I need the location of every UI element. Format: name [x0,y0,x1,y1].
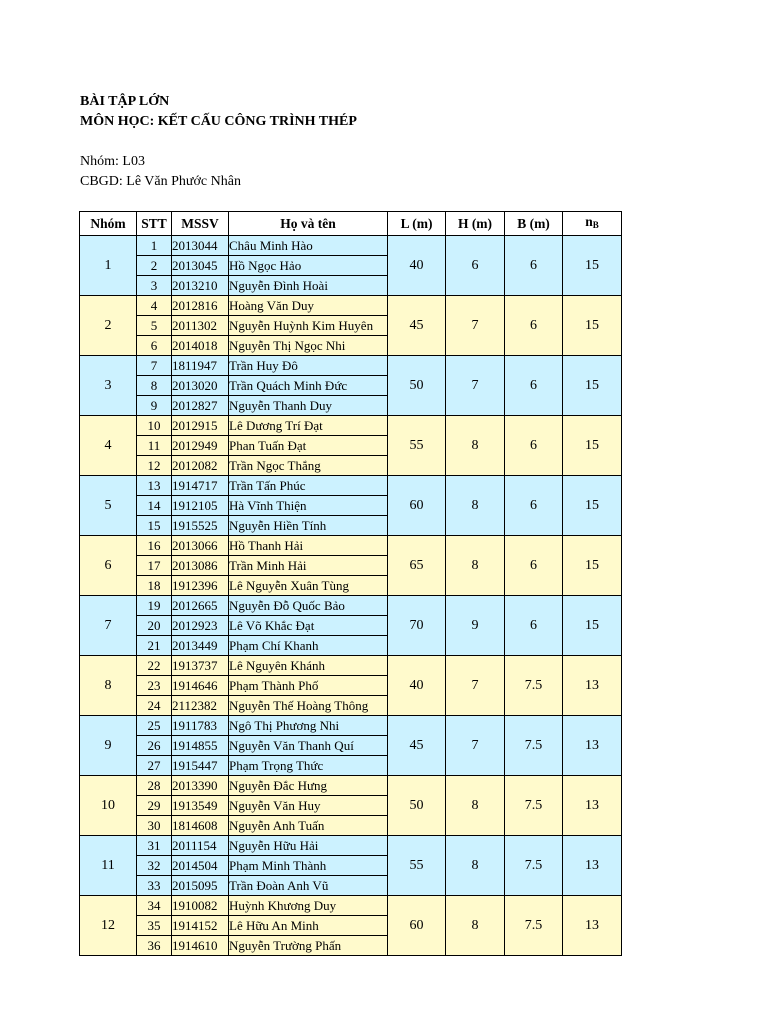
l-cell: 50 [388,356,446,416]
mssv-cell: 1913737 [172,656,229,676]
group-cell: 3 [80,356,137,416]
nb-cell: 13 [563,716,622,776]
stt-cell: 2 [137,256,172,276]
mssv-cell: 2014018 [172,336,229,356]
table-row [80,596,622,616]
h-cell: 8 [446,536,505,596]
group-cell: 4 [80,416,137,476]
name-cell: Nguyễn Trường Phấn [229,936,388,956]
stt-cell: 15 [137,516,172,536]
document-info [80,152,241,192]
b-cell: 6 [505,356,563,416]
stt-cell: 28 [137,776,172,796]
header-l: L (m) [388,212,446,236]
table-header-row [80,212,622,236]
stt-cell: 27 [137,756,172,776]
stt-cell: 33 [137,876,172,896]
mssv-cell: 2013020 [172,376,229,396]
stt-cell: 17 [137,556,172,576]
l-cell: 40 [388,236,446,296]
h-cell: 7 [446,356,505,416]
l-cell: 60 [388,896,446,956]
l-cell: 55 [388,836,446,896]
table-row [80,476,622,496]
group-line: Nhóm: L03 [80,154,145,169]
stt-cell: 23 [137,676,172,696]
name-cell: Trần Quách Minh Đức [229,376,388,396]
mssv-cell: 1914646 [172,676,229,696]
name-cell: Phan Tuấn Đạt [229,436,388,456]
h-cell: 6 [446,236,505,296]
l-cell: 70 [388,596,446,656]
header-stt: STT [137,212,172,236]
name-cell: Nguyễn Hiền Tính [229,516,388,536]
nb-cell: 13 [563,656,622,716]
table-row [80,296,622,316]
group-cell: 11 [80,836,137,896]
l-cell: 65 [388,536,446,596]
nb-cell: 13 [563,896,622,956]
l-cell: 60 [388,476,446,536]
mssv-cell: 2013210 [172,276,229,296]
stt-cell: 32 [137,856,172,876]
b-cell: 7.5 [505,836,563,896]
name-cell: Trần Huy Đô [229,356,388,376]
stt-cell: 19 [137,596,172,616]
stt-cell: 9 [137,396,172,416]
table-row [80,236,622,256]
header-nb-sub: B [592,220,599,230]
mssv-cell: 1914152 [172,916,229,936]
group-cell: 12 [80,896,137,956]
stt-cell: 30 [137,816,172,836]
stt-cell: 10 [137,416,172,436]
table-row [80,716,622,736]
mssv-cell: 2013390 [172,776,229,796]
table-row [80,656,622,676]
b-cell: 6 [505,236,563,296]
mssv-cell: 2011302 [172,316,229,336]
stt-cell: 16 [137,536,172,556]
mssv-cell: 2112382 [172,696,229,716]
name-cell: Phạm Minh Thành [229,856,388,876]
roster-table [79,211,622,956]
mssv-cell: 2012923 [172,616,229,636]
b-cell: 6 [505,536,563,596]
name-cell: Nguyễn Đình Hoài [229,276,388,296]
stt-cell: 13 [137,476,172,496]
name-cell: Nguyễn Thị Ngọc Nhi [229,336,388,356]
b-cell: 6 [505,296,563,356]
stt-cell: 20 [137,616,172,636]
mssv-cell: 2014504 [172,856,229,876]
stt-cell: 3 [137,276,172,296]
mssv-cell: 1814608 [172,816,229,836]
name-cell: Nguyễn Văn Thanh Quí [229,736,388,756]
nb-cell: 15 [563,476,622,536]
l-cell: 50 [388,776,446,836]
group-cell: 8 [80,656,137,716]
name-cell: Lê Dương Trí Đạt [229,416,388,436]
table-row [80,776,622,796]
mssv-cell: 1910082 [172,896,229,916]
mssv-cell: 2012665 [172,596,229,616]
nb-cell: 13 [563,836,622,896]
h-cell: 8 [446,776,505,836]
header-name: Họ và tên [229,212,388,236]
h-cell: 9 [446,596,505,656]
name-cell: Lê Võ Khắc Đạt [229,616,388,636]
table-row [80,896,622,916]
nb-cell: 15 [563,236,622,296]
table-row [80,416,622,436]
mssv-cell: 1914610 [172,936,229,956]
nb-cell: 15 [563,416,622,476]
b-cell: 6 [505,476,563,536]
name-cell: Hà Vĩnh Thiện [229,496,388,516]
name-cell: Lê Hữu An Minh [229,916,388,936]
h-cell: 7 [446,296,505,356]
stt-cell: 7 [137,356,172,376]
instructor-line: CBGD: Lê Văn Phước Nhân [80,174,241,189]
name-cell: Hoàng Văn Duy [229,296,388,316]
mssv-cell: 1811947 [172,356,229,376]
name-cell: Nguyễn Hữu Hải [229,836,388,856]
stt-cell: 25 [137,716,172,736]
stt-cell: 22 [137,656,172,676]
mssv-cell: 2015095 [172,876,229,896]
stt-cell: 35 [137,916,172,936]
table-row [80,356,622,376]
name-cell: Châu Minh Hào [229,236,388,256]
name-cell: Trần Đoàn Anh Vũ [229,876,388,896]
mssv-cell: 2011154 [172,836,229,856]
h-cell: 8 [446,476,505,536]
mssv-cell: 1915525 [172,516,229,536]
mssv-cell: 1911783 [172,716,229,736]
table-row [80,536,622,556]
h-cell: 8 [446,416,505,476]
mssv-cell: 2013086 [172,556,229,576]
title-line-2: MÔN HỌC: KẾT CẤU CÔNG TRÌNH THÉP [80,114,357,129]
header-b: B (m) [505,212,563,236]
stt-cell: 24 [137,696,172,716]
mssv-cell: 1912105 [172,496,229,516]
name-cell: Nguyễn Huỳnh Kim Huyên [229,316,388,336]
roster-body [80,236,622,956]
header-h: H (m) [446,212,505,236]
b-cell: 7.5 [505,656,563,716]
stt-cell: 14 [137,496,172,516]
mssv-cell: 2012827 [172,396,229,416]
b-cell: 7.5 [505,776,563,836]
stt-cell: 36 [137,936,172,956]
stt-cell: 11 [137,436,172,456]
stt-cell: 18 [137,576,172,596]
mssv-cell: 2013045 [172,256,229,276]
name-cell: Nguyễn Thanh Duy [229,396,388,416]
name-cell: Ngô Thị Phương Nhi [229,716,388,736]
group-cell: 6 [80,536,137,596]
group-cell: 5 [80,476,137,536]
name-cell: Lê Nguyên Khánh [229,656,388,676]
stt-cell: 31 [137,836,172,856]
name-cell: Trần Tấn Phúc [229,476,388,496]
group-cell: 2 [80,296,137,356]
h-cell: 7 [446,716,505,776]
stt-cell: 29 [137,796,172,816]
group-cell: 9 [80,716,137,776]
group-cell: 7 [80,596,137,656]
stt-cell: 26 [137,736,172,756]
group-cell: 10 [80,776,137,836]
header-group: Nhóm [80,212,137,236]
b-cell: 7.5 [505,716,563,776]
name-cell: Phạm Trọng Thức [229,756,388,776]
table-row [80,836,622,856]
stt-cell: 5 [137,316,172,336]
stt-cell: 1 [137,236,172,256]
stt-cell: 8 [137,376,172,396]
title-line-1: BÀI TẬP LỚN [80,94,170,109]
mssv-cell: 2012949 [172,436,229,456]
group-cell: 1 [80,236,137,296]
stt-cell: 34 [137,896,172,916]
h-cell: 7 [446,656,505,716]
document-header [80,92,357,132]
name-cell: Trần Ngọc Thắng [229,456,388,476]
name-cell: Nguyễn Đỗ Quốc Bảo [229,596,388,616]
name-cell: Nguyễn Thế Hoàng Thông [229,696,388,716]
mssv-cell: 2012816 [172,296,229,316]
name-cell: Phạm Thành Phố [229,676,388,696]
header-nb [563,212,622,236]
nb-cell: 13 [563,776,622,836]
mssv-cell: 2013044 [172,236,229,256]
name-cell: Trần Minh Hải [229,556,388,576]
h-cell: 8 [446,836,505,896]
mssv-cell: 1915447 [172,756,229,776]
mssv-cell: 1914855 [172,736,229,756]
header-nb-base: n [585,214,593,229]
stt-cell: 4 [137,296,172,316]
b-cell: 7.5 [505,896,563,956]
mssv-cell: 1912396 [172,576,229,596]
b-cell: 6 [505,416,563,476]
name-cell: Phạm Chí Khanh [229,636,388,656]
name-cell: Nguyễn Văn Huy [229,796,388,816]
name-cell: Nguyễn Anh Tuấn [229,816,388,836]
stt-cell: 12 [137,456,172,476]
name-cell: Hồ Ngọc Hảo [229,256,388,276]
b-cell: 6 [505,596,563,656]
name-cell: Huỳnh Khương Duy [229,896,388,916]
header-mssv: MSSV [172,212,229,236]
mssv-cell: 2012915 [172,416,229,436]
name-cell: Lê Nguyễn Xuân Tùng [229,576,388,596]
l-cell: 45 [388,296,446,356]
mssv-cell: 1914717 [172,476,229,496]
nb-cell: 15 [563,536,622,596]
stt-cell: 21 [137,636,172,656]
name-cell: Nguyễn Đắc Hưng [229,776,388,796]
nb-cell: 15 [563,596,622,656]
nb-cell: 15 [563,296,622,356]
stt-cell: 6 [137,336,172,356]
h-cell: 8 [446,896,505,956]
l-cell: 40 [388,656,446,716]
l-cell: 55 [388,416,446,476]
mssv-cell: 1913549 [172,796,229,816]
l-cell: 45 [388,716,446,776]
mssv-cell: 2013066 [172,536,229,556]
mssv-cell: 2012082 [172,456,229,476]
nb-cell: 15 [563,356,622,416]
name-cell: Hồ Thanh Hải [229,536,388,556]
mssv-cell: 2013449 [172,636,229,656]
